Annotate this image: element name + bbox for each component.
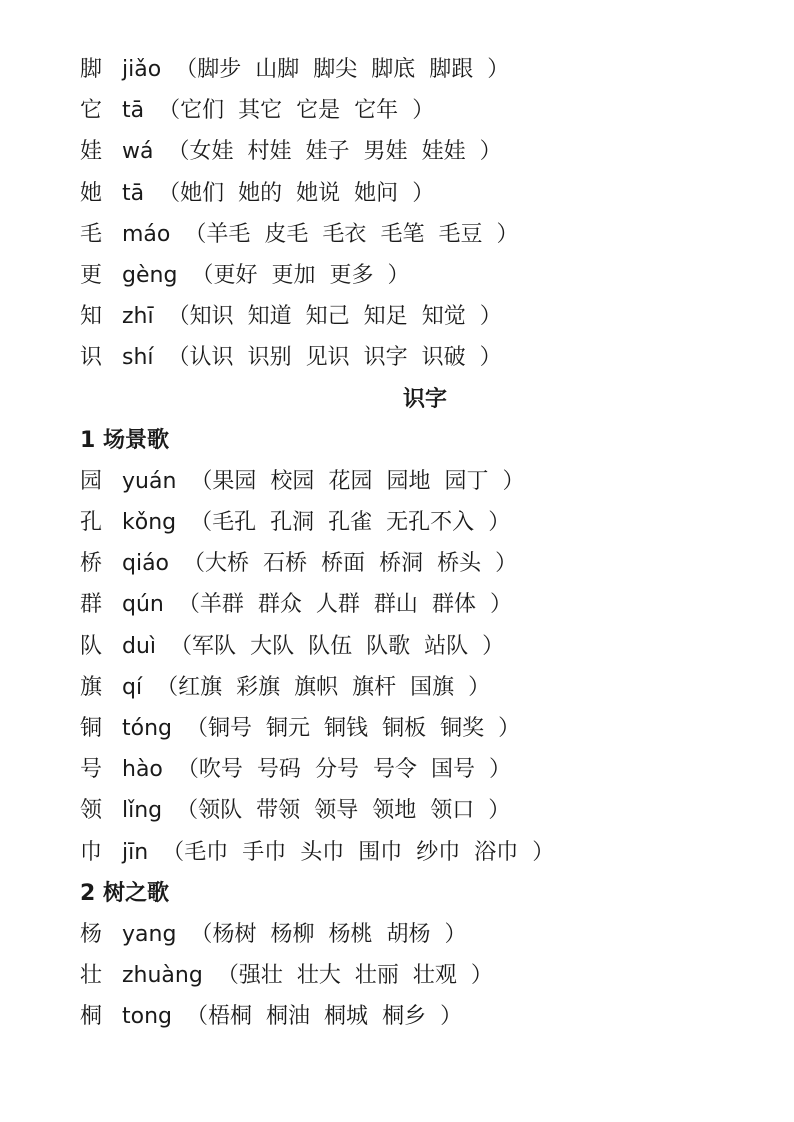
section-title-1: 1 场景歌 — [80, 427, 169, 453]
vocab-row — [80, 173, 770, 214]
vocab-row — [80, 749, 770, 790]
vocab-word: 旗杆 — [352, 674, 397, 700]
vocab-word: 孔洞 — [270, 510, 315, 536]
vocab-word: 村娃 — [247, 139, 292, 165]
paren-open: （ — [170, 633, 193, 659]
vocab-row — [80, 543, 770, 584]
hanzi-char: 知 — [80, 304, 103, 330]
vocab-word: 壮大 — [296, 963, 341, 989]
pinyin: zhuàng — [122, 963, 203, 989]
paren-open: （ — [156, 674, 179, 700]
vocab-word: 铜钱 — [324, 716, 369, 741]
hanzi-char: 她 — [80, 180, 103, 206]
pinyin: lǐng — [122, 798, 163, 824]
section-title-2: 2 树之歌 — [80, 880, 169, 906]
vocab-word: 群众 — [257, 592, 302, 618]
vocab-word: 更好 — [213, 262, 258, 288]
vocab-word: 园丁 — [444, 468, 489, 494]
paren-open: （ — [190, 468, 213, 494]
vocab-row — [80, 584, 770, 625]
paren-close: ） — [412, 98, 435, 124]
vocab-word: 分号 — [314, 757, 359, 783]
pinyin: yuán — [122, 468, 177, 494]
vocab-word: 知己 — [305, 304, 350, 330]
vocab-word: 它们 — [180, 98, 225, 124]
vocab-block-section-1 — [80, 461, 770, 873]
vocab-word: 大桥 — [205, 551, 250, 577]
vocab-word: 队伍 — [308, 633, 353, 659]
vocab-word: 群体 — [431, 592, 476, 618]
vocab-word: 号令 — [372, 757, 417, 783]
hanzi-char: 娃 — [80, 139, 103, 165]
hanzi-char: 巾 — [80, 839, 103, 865]
vocab-word: 梧桐 — [208, 1004, 253, 1030]
hanzi-char: 桐 — [80, 1004, 103, 1030]
vocab-word: 桐油 — [266, 1004, 311, 1030]
paren-open: （ — [184, 221, 207, 247]
vocab-row — [80, 214, 770, 255]
vocab-word: 石桥 — [263, 551, 308, 577]
vocab-word: 识别 — [247, 345, 292, 371]
vocab-word: 壮观 — [412, 963, 457, 989]
paren-close: ） — [488, 510, 511, 536]
vocab-word: 铜号 — [208, 716, 253, 741]
paren-close: ） — [479, 139, 502, 165]
vocab-row — [80, 955, 770, 996]
vocab-row — [80, 255, 770, 296]
paren-open: （ — [176, 798, 199, 824]
paren-close: ） — [532, 839, 555, 865]
hanzi-char: 园 — [80, 468, 103, 494]
vocab-word: 桐乡 — [382, 1004, 427, 1030]
vocab-word: 桐城 — [324, 1004, 369, 1030]
vocab-word: 花园 — [328, 468, 373, 494]
vocab-word: 毛巾 — [184, 839, 229, 865]
vocab-word: 女娃 — [189, 139, 234, 165]
pinyin: tong — [122, 1004, 172, 1030]
paren-open: （ — [190, 921, 213, 947]
paren-open: （ — [167, 345, 190, 371]
pinyin: qún — [122, 592, 164, 618]
hanzi-char: 号 — [80, 757, 103, 783]
vocab-word: 领队 — [198, 798, 243, 824]
paren-close: ） — [470, 963, 493, 989]
vocab-block-section-2 — [80, 914, 770, 1038]
paren-close: ） — [498, 716, 521, 741]
vocab-word: 脚底 — [371, 57, 416, 82]
pinyin: kǒng — [122, 510, 177, 536]
paren-close: ） — [479, 304, 502, 330]
paren-close: ） — [468, 674, 491, 700]
paren-open: （ — [186, 1004, 209, 1030]
hanzi-char: 群 — [80, 592, 103, 618]
paren-close: ） — [444, 921, 467, 947]
paren-close: ） — [495, 551, 518, 577]
vocab-row — [80, 996, 770, 1037]
hanzi-char: 杨 — [80, 921, 103, 947]
vocab-word: 壮丽 — [354, 963, 399, 989]
vocab-row — [80, 296, 770, 337]
hanzi-char: 孔 — [80, 510, 103, 536]
vocab-word: 桥头 — [437, 551, 482, 577]
vocab-word: 国号 — [430, 757, 475, 783]
paren-open: （ — [176, 757, 199, 783]
vocab-word: 男娃 — [363, 139, 408, 165]
vocab-word: 脚尖 — [313, 57, 358, 82]
pinyin: hào — [122, 757, 163, 783]
vocab-word: 她的 — [238, 180, 283, 206]
pinyin: duì — [122, 633, 157, 659]
pinyin: qí — [122, 674, 143, 700]
vocab-word: 脚跟 — [429, 57, 474, 82]
vocab-word: 吹号 — [198, 757, 243, 783]
pinyin: tā — [122, 180, 145, 206]
pinyin: jīn — [122, 839, 149, 865]
vocab-word: 更多 — [329, 262, 374, 288]
paren-open: （ — [175, 57, 198, 82]
hanzi-char: 它 — [80, 98, 103, 124]
paren-close: ） — [488, 798, 511, 824]
pinyin: jiǎo — [122, 57, 162, 82]
vocab-row — [80, 90, 770, 131]
pinyin: tā — [122, 98, 145, 124]
paren-open: （ — [177, 592, 200, 618]
vocab-word: 大队 — [250, 633, 295, 659]
paren-close: ） — [479, 345, 502, 371]
vocab-word: 队歌 — [366, 633, 411, 659]
vocab-row — [80, 337, 770, 378]
vocab-row — [80, 708, 770, 749]
hanzi-char: 识 — [80, 345, 103, 371]
hanzi-char: 壮 — [80, 963, 103, 989]
vocab-word: 知道 — [247, 304, 292, 330]
hanzi-char: 领 — [80, 798, 103, 824]
vocab-word: 毛孔 — [212, 510, 257, 536]
paren-close: ） — [412, 180, 435, 206]
document-page — [80, 49, 770, 1038]
paren-open: （ — [158, 180, 181, 206]
vocab-word: 认识 — [189, 345, 234, 371]
vocab-word: 它是 — [296, 98, 341, 124]
paren-close: ） — [487, 57, 510, 82]
hanzi-char: 桥 — [80, 551, 103, 577]
vocab-word: 浴巾 — [474, 839, 519, 865]
vocab-row — [80, 832, 770, 873]
vocab-word: 她问 — [354, 180, 399, 206]
paren-open: （ — [183, 551, 206, 577]
vocab-word: 杨柳 — [270, 921, 315, 947]
pinyin: zhī — [122, 304, 154, 330]
vocab-word: 军队 — [192, 633, 237, 659]
hanzi-char: 更 — [80, 262, 103, 288]
paren-close: ） — [502, 468, 525, 494]
paren-open: （ — [216, 963, 239, 989]
vocab-word: 领口 — [430, 798, 475, 824]
vocab-word: 毛笔 — [380, 221, 425, 247]
vocab-word: 其它 — [238, 98, 283, 124]
hanzi-char: 铜 — [80, 716, 103, 741]
vocab-word: 知觉 — [421, 304, 466, 330]
paren-close: ） — [489, 592, 512, 618]
hanzi-char: 脚 — [80, 57, 103, 82]
hanzi-char: 旗 — [80, 674, 103, 700]
hanzi-char: 队 — [80, 633, 103, 659]
vocab-word: 带领 — [256, 798, 301, 824]
vocab-row — [80, 667, 770, 708]
vocab-word: 羊群 — [199, 592, 244, 618]
vocab-row — [80, 461, 770, 502]
vocab-word: 强壮 — [238, 963, 283, 989]
paren-open: （ — [191, 262, 214, 288]
pinyin: wá — [122, 139, 154, 165]
pinyin: tóng — [122, 716, 172, 741]
center-title: 识字 — [402, 386, 447, 412]
pinyin: shí — [122, 345, 154, 371]
vocab-word: 桥面 — [321, 551, 366, 577]
paren-open: （ — [190, 510, 213, 536]
vocab-word: 杨树 — [212, 921, 257, 947]
vocab-word: 识字 — [363, 345, 408, 371]
vocab-word: 校园 — [270, 468, 315, 494]
paren-close: ） — [496, 221, 519, 247]
paren-close: ） — [482, 633, 505, 659]
vocab-word: 纱巾 — [416, 839, 461, 865]
vocab-word: 铜奖 — [440, 716, 485, 741]
vocab-word: 人群 — [315, 592, 360, 618]
paren-open: （ — [158, 98, 181, 124]
vocab-word: 她说 — [296, 180, 341, 206]
vocab-row — [80, 790, 770, 831]
paren-open: （ — [167, 304, 190, 330]
vocab-word: 胡杨 — [386, 921, 431, 947]
vocab-word: 更加 — [271, 262, 316, 288]
paren-close: ） — [488, 757, 511, 783]
pinyin: máo — [122, 221, 171, 247]
vocab-word: 园地 — [386, 468, 431, 494]
vocab-word: 孔雀 — [328, 510, 373, 536]
pinyin: qiáo — [122, 551, 170, 577]
vocab-word: 旗帜 — [294, 674, 339, 700]
vocab-word: 无孔不入 — [386, 510, 475, 536]
vocab-word: 铜板 — [382, 716, 427, 741]
vocab-word: 头巾 — [300, 839, 345, 865]
vocab-word: 知识 — [189, 304, 234, 330]
vocab-word: 果园 — [212, 468, 257, 494]
vocab-word: 知足 — [363, 304, 408, 330]
vocab-row — [80, 502, 770, 543]
paren-open: （ — [162, 839, 185, 865]
vocab-word: 围巾 — [358, 839, 403, 865]
vocab-word: 领导 — [314, 798, 359, 824]
paren-close: ） — [387, 262, 410, 288]
vocab-word: 国旗 — [410, 674, 455, 700]
vocab-word: 号码 — [256, 757, 301, 783]
vocab-word: 它年 — [354, 98, 399, 124]
vocab-word: 手巾 — [242, 839, 287, 865]
hanzi-char: 毛 — [80, 221, 103, 247]
pinyin: yang — [122, 921, 177, 947]
vocab-row — [80, 131, 770, 172]
vocab-word: 杨桃 — [328, 921, 373, 947]
vocab-word: 毛豆 — [438, 221, 483, 247]
vocab-word: 脚步 — [197, 57, 242, 82]
vocab-word: 毛衣 — [322, 221, 367, 247]
paren-close: ） — [440, 1004, 463, 1030]
vocab-block-1 — [80, 49, 770, 379]
vocab-row — [80, 49, 770, 90]
vocab-word: 桥洞 — [379, 551, 424, 577]
vocab-row — [80, 626, 770, 667]
paren-open: （ — [186, 716, 209, 741]
vocab-word: 羊毛 — [206, 221, 251, 247]
pinyin: gèng — [122, 262, 178, 288]
vocab-word: 彩旗 — [236, 674, 281, 700]
vocab-word: 领地 — [372, 798, 417, 824]
vocab-word: 她们 — [180, 180, 225, 206]
vocab-word: 皮毛 — [264, 221, 309, 247]
vocab-word: 站队 — [424, 633, 469, 659]
vocab-word: 见识 — [305, 345, 350, 371]
vocab-word: 红旗 — [178, 674, 223, 700]
vocab-word: 群山 — [373, 592, 418, 618]
vocab-word: 铜元 — [266, 716, 311, 741]
paren-open: （ — [167, 139, 190, 165]
vocab-row — [80, 914, 770, 955]
vocab-word: 识破 — [421, 345, 466, 371]
vocab-word: 娃子 — [305, 139, 350, 165]
vocab-word: 山脚 — [255, 57, 300, 82]
vocab-word: 娃娃 — [421, 139, 466, 165]
